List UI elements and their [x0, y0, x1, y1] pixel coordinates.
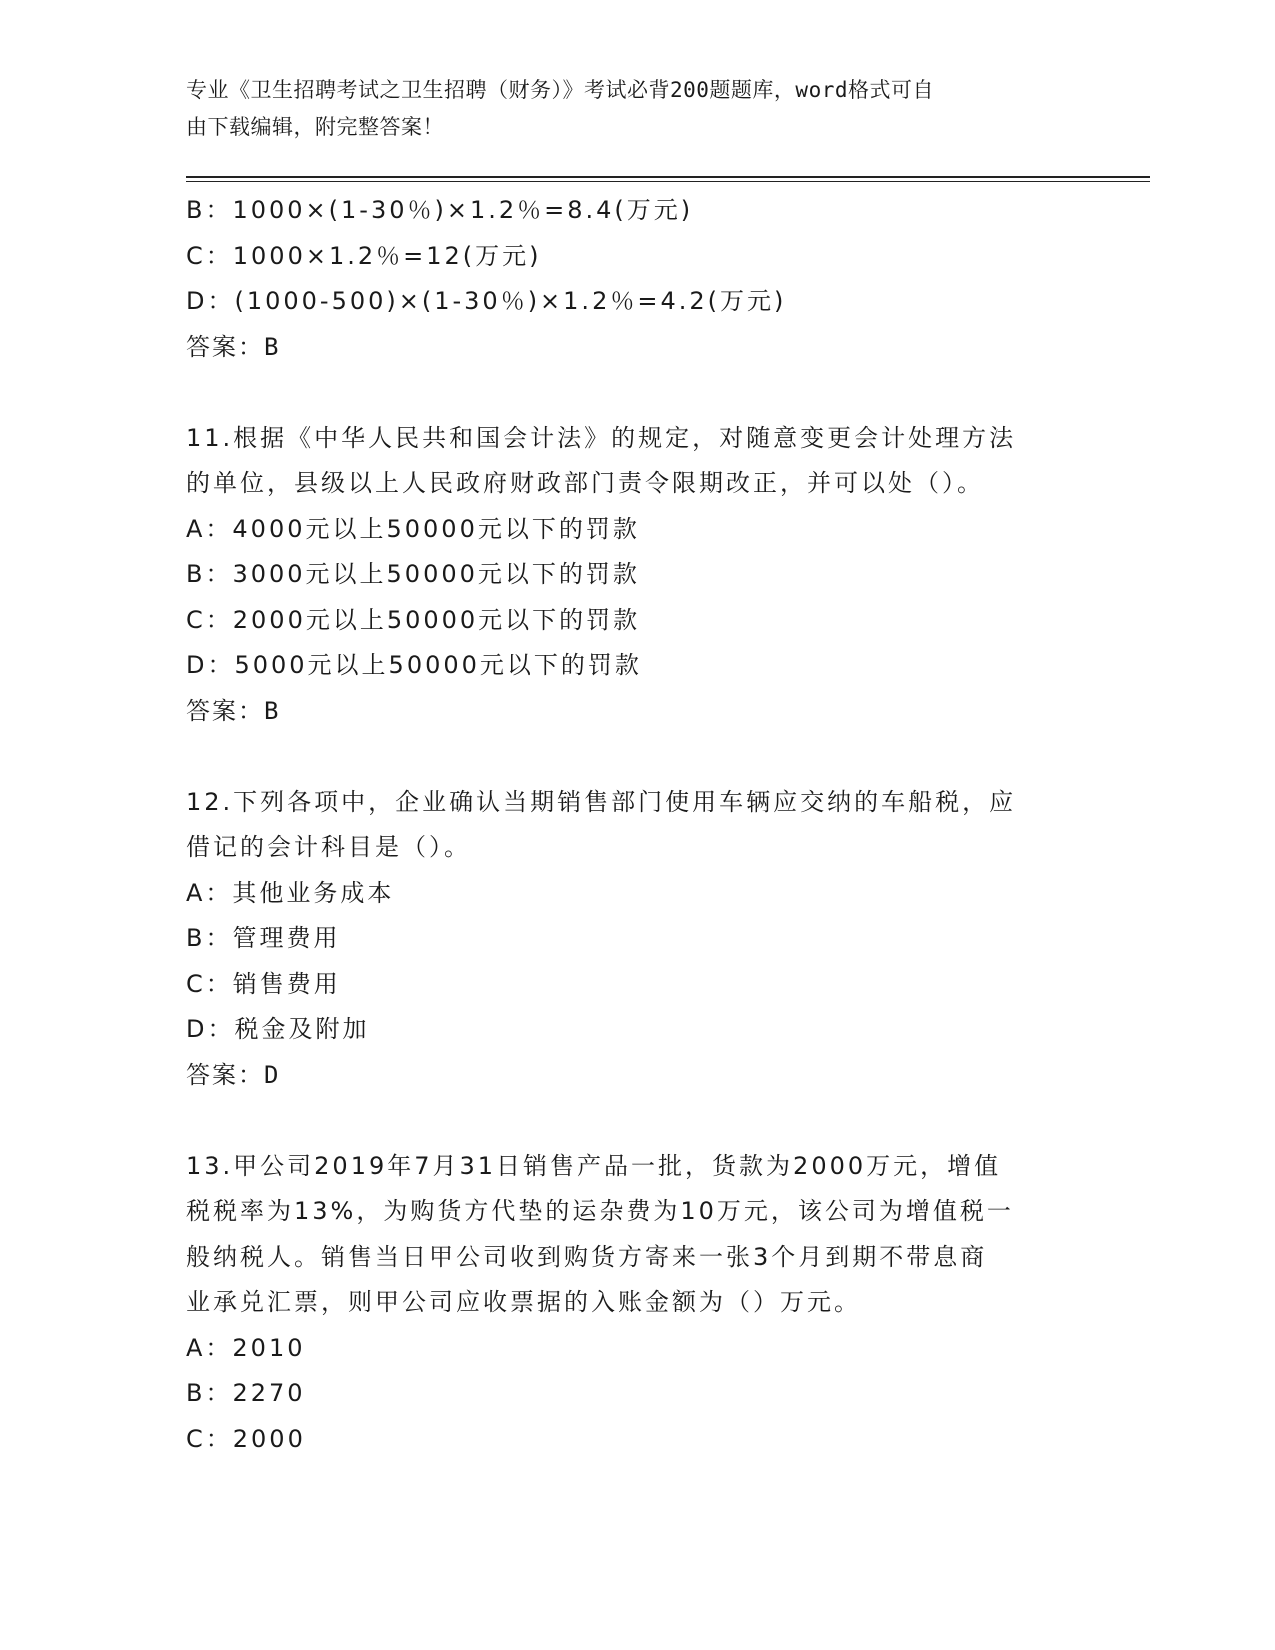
spacer	[186, 734, 1076, 780]
question-text-line: 税税率为13%，为购货方代垫的运杂费为10万元，该公司为增值税一	[186, 1197, 1014, 1225]
question-text-line: 13.甲公司2019年7月31日销售产品一批，货款为2000万元，增值	[186, 1151, 1002, 1180]
answer-line: 答案：B	[186, 332, 281, 361]
option-d: D：(1000-500)×(1-30％)×1.2％=4.2(万元)	[186, 287, 787, 315]
question-text-line: 般纳税人。销售当日甲公司收到购货方寄来一张3个月到期不带息商	[186, 1242, 988, 1271]
option-a: A：2010	[186, 1333, 306, 1362]
spacer	[186, 1098, 1076, 1144]
answer-line: 答案：D	[186, 1060, 281, 1089]
carryover-question	[186, 188, 1076, 370]
option-b: B：管理费用	[186, 924, 341, 952]
spacer	[186, 370, 1076, 416]
option-d: D：5000元以上50000元以下的罚款	[186, 651, 642, 679]
option-c: C：2000	[186, 1424, 306, 1453]
option-b: B：1000×(1-30％)×1.2％=8.4(万元)	[186, 196, 694, 224]
question-text-line: 借记的会计科目是（）。	[186, 833, 471, 861]
answer-line: 答案：B	[186, 696, 281, 725]
question-text-line: 11.根据《中华人民共和国会计法》的规定，对随意变更会计处理方法	[186, 423, 1017, 452]
question-text-line: 12.下列各项中，企业确认当期销售部门使用车辆应交纳的车船税，应	[186, 787, 1017, 816]
document-header	[186, 72, 1066, 146]
document-body	[186, 188, 1076, 1462]
header-line-2: 由下载编辑，附完整答案！	[186, 115, 444, 139]
question-11	[186, 416, 1076, 735]
header-line-1: 专业《卫生招聘考试之卫生招聘（财务）》考试必背200题题库，word格式可自	[186, 78, 934, 102]
question-12	[186, 780, 1076, 1099]
header-divider-thick	[186, 176, 1150, 178]
header-divider-thin	[186, 181, 1150, 182]
question-text-line: 业承兑汇票，则甲公司应收票据的入账金额为（）万元。	[186, 1288, 861, 1316]
question-13	[186, 1144, 1076, 1463]
option-b: B：3000元以上50000元以下的罚款	[186, 560, 640, 588]
option-a: A：其他业务成本	[186, 878, 395, 907]
option-c: C：2000元以上50000元以下的罚款	[186, 605, 641, 634]
option-b: B：2270	[186, 1379, 306, 1407]
option-a: A：4000元以上50000元以下的罚款	[186, 514, 640, 543]
question-text-line: 的单位，县级以上人民政府财政部门责令限期改正，并可以处（）。	[186, 469, 984, 497]
option-d: D：税金及附加	[186, 1015, 370, 1043]
option-c: C：1000×1.2％=12(万元)	[186, 241, 542, 270]
option-c: C：销售费用	[186, 969, 341, 998]
